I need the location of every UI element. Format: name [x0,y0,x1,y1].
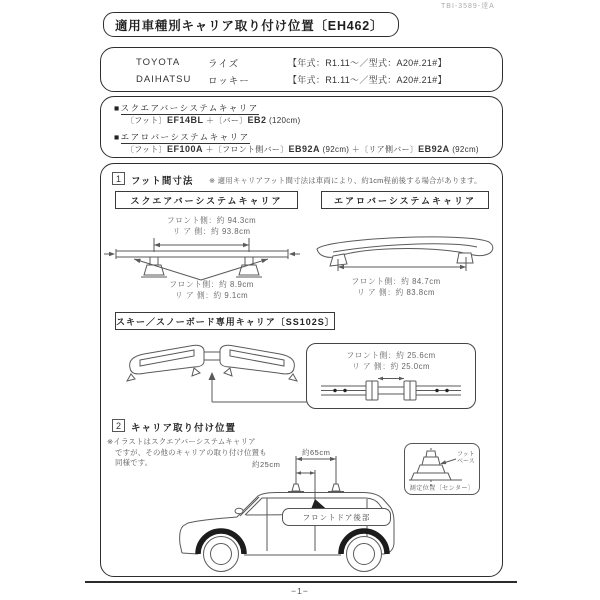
vehicle-model: ライズ [208,58,240,70]
square-bar-top-dims [129,215,294,237]
parts-text: (92cm) [449,145,479,154]
label-text: エアロバーシステムキャリア [334,195,476,206]
title-box [103,12,399,37]
square-system-heading [114,102,502,115]
dim-line: フロント側：約 25.6cm [346,351,436,360]
label-text: スクエアバーシステムキャリア [130,195,283,206]
ski-dims-box [306,343,476,409]
aero-system-heading [114,131,502,144]
vehicle-table [100,47,503,92]
part-number: EB92A [288,144,321,154]
square-carrier-label [115,191,298,209]
section-number-text: 2 [115,420,121,431]
vehicle-maker: TOYOTA [136,57,181,68]
parts-text: (92cm) [320,145,350,154]
aero-bar-dims [316,276,476,298]
foot-base-box [404,443,480,495]
parts-text: ＋〔バー〕 [203,116,248,125]
dim-line: フロント側：約 94.3cm [166,216,257,225]
part-number: EF14BL [166,115,204,125]
dim-line: フロント側：約 8.9cm [169,280,254,289]
bar-gap-diagram [321,375,461,405]
square-system-heading-text: スクエアバーシステムキャリア [120,103,259,113]
part-number: EF100A [166,144,203,154]
foot-base-label-line2: ベース [457,459,475,465]
ski-carrier-diagram [116,332,308,410]
parts-text: 〔フット〕 [126,145,167,154]
section1-note: ※ 適用キャリアフット間寸法は車両により、約1cm程前後する場合があります。 [209,176,482,185]
ski-dims-text [307,350,475,372]
front-door-label [282,508,391,526]
carrier-systems-box [100,96,503,158]
section1-number [112,172,125,185]
dim-front-bar-label: 約25cm [252,460,281,469]
part-number: EB2 [247,115,267,125]
dim-line: リ ア 側：約 9.1cm [174,291,249,300]
vehicle-model: ロッキー [208,75,250,87]
section1-title: フット間寸法 [131,176,194,187]
table-row [136,54,502,71]
ski-carrier-label [115,312,335,330]
aero-system-heading-text: エアロバーシステムキャリア [120,132,250,142]
black-square-icon: ■ [114,132,121,142]
section2-number [112,419,125,432]
label-text: フロントドア後部 [302,512,371,522]
page-number: −1− [291,586,309,596]
square-system-parts [114,115,502,129]
dim-line: リ ア 側：約 25.0cm [351,362,431,371]
dim-between-bars-label: 約65cm [302,448,331,457]
parts-text: 〔フット〕 [126,116,167,125]
square-bar-bottom-dims [129,279,294,301]
aero-system-parts [114,144,502,158]
label-text: スキー／スノーボード専用キャリア〔SS102S〕 [116,316,335,327]
vehicle-spec: 【年式：R1.11～／型式：A20#.21#】 [288,75,447,85]
aero-bar-diagram [309,229,499,275]
dim-line: フロント側：約 84.7cm [351,277,441,286]
note-line: ※イラストはスクエアバーシステムキャリア [107,437,256,446]
note-line: 同様です。 [115,458,153,467]
aero-carrier-label [321,191,489,209]
parts-text: ＋〔フロント側バー〕 [202,145,289,154]
dim-line: リ ア 側：約 93.8cm [172,227,251,236]
table-row [136,71,502,88]
parts-text: (120cm) [266,116,301,125]
page-title: 適用車種別キャリア取り付け位置〔EH462〕 [115,18,384,33]
part-number: EB92A [418,144,450,154]
section-number-text: 1 [115,173,121,184]
doc-ref: TBI-3589-達A [441,3,495,10]
black-square-icon: ■ [114,103,121,113]
dim-line: リ ア 側：約 83.8cm [356,288,436,297]
section2-title: キャリア取り付け位置 [131,423,237,434]
parts-text: ＋〔リア側バー〕 [349,145,419,154]
square-bar-diagram [104,236,300,282]
vehicle-maker: DAIHATSU [136,74,192,85]
foot-base-label-line1: フット [457,452,475,458]
note-line: ですが、その他のキャリアの取り付け位置も [115,447,267,457]
main-box [100,163,503,577]
measure-position-label: 測定位置〔センター〕 [409,485,475,492]
footer-rule [85,581,517,583]
vehicle-spec: 【年式：R1.11～／型式：A20#.21#】 [288,58,447,68]
